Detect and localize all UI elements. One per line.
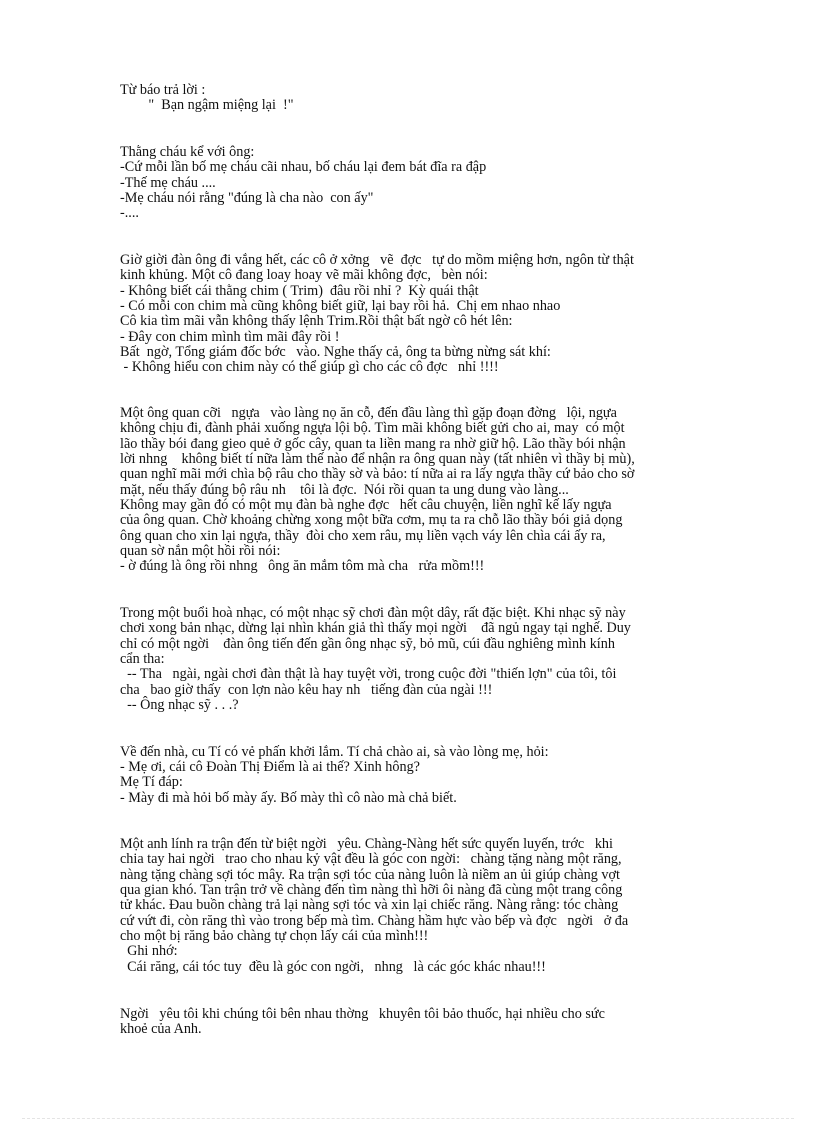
text-line: Về đến nhà, cu Tí có vẻ phấn khởi lắm. Tí chả chào ai, sà vào lòng mẹ, hỏi: bbox=[120, 744, 549, 760]
text-line: - Mày đi mà hỏi bố mày ấy. Bố mày thì cô nào mà chả biết. bbox=[120, 790, 457, 806]
text-line: Giờ giời đàn ông đi vắng hết, các cô ở xởng vẽ đợc tự do mồm miệng hơn, ngôn từ thật bbox=[120, 252, 634, 268]
text-line: Từ báo trả lời : bbox=[120, 82, 206, 98]
text-line: -.... bbox=[120, 205, 139, 221]
text-line: - ờ đúng là ông rồi nhng ông ăn mắm tôm mà cha rửa mồm!!! bbox=[120, 558, 485, 574]
text-line: ông quan cho xin lại ngựa, thầy đòi cho xem râu, mụ liền vạch váy lên chìa cái ấy ra, bbox=[120, 528, 606, 544]
text-line: Ngời yêu tôi khi chúng tôi bên nhau thờng khuyên tôi bảo thuốc, hại nhiều cho sức bbox=[120, 1006, 605, 1022]
text-line: chơi xong bản nhạc, dừng lại nhìn khán giả thì thấy mọi ngời đã ngủ ngay tại nghế. Duy bbox=[120, 620, 631, 636]
text-line: tử khác. Đau buồn chàng trả lại nàng sợi tóc và xin lại chiếc răng. Nàng rằng: tóc chàng bbox=[120, 897, 619, 913]
text-line: lời nhng không biết tí nữa làm thế nào để nhận ra ông quan này (tất nhiên vì thầy bị mù), bbox=[120, 451, 635, 467]
text-line: kinh khủng. Một cô đang loay hoay vẽ mãi không đợc, bèn nói: bbox=[120, 267, 488, 283]
text-line: chia tay hai ngời trao cho nhau kỷ vật đều là góc con ngời: chàng tặng nàng một răng, bbox=[120, 851, 622, 867]
text-line: mặt, nếu thấy đúng bộ râu nh tôi là đợc. Nói rồi quan ta ung dung vào làng... bbox=[120, 482, 569, 498]
text-line: của ông quan. Chờ khoảng chừng xong một bữa cơm, mụ ta ra chỗ lão thầy bói giả dọng bbox=[120, 512, 623, 528]
text-line: Cô kia tìm mãi vẫn không thấy lệnh Trim.Rồi thật bất ngờ cô hét lên: bbox=[120, 313, 513, 329]
text-line: qua gian khó. Tan trận trở về chàng đến tìm nàng thì hỡi ôi nàng đã cùng một trang công bbox=[120, 882, 623, 898]
text-line: khoẻ của Anh. bbox=[120, 1021, 202, 1037]
text-line: -Cứ mỗi lần bố mẹ cháu cãi nhau, bố cháu lại đem bát đĩa ra đập bbox=[120, 159, 487, 175]
text-line: - Đây con chim mình tìm mãi đây rồi ! bbox=[120, 329, 340, 345]
page-bottom-divider bbox=[22, 1118, 794, 1119]
text-line: Bất ngờ, Tổng giám đốc bớc vào. Nghe thấy cả, ông ta bừng nừng sát khí: bbox=[120, 344, 551, 360]
text-line: -Thế mẹ cháu .... bbox=[120, 175, 216, 191]
text-line: Thằng cháu kể với ông: bbox=[120, 144, 255, 160]
text-line: Một anh lính ra trận đến từ biệt ngời yêu. Chàng-Nàng hết sức quyến luyến, trớc khi bbox=[120, 836, 613, 852]
text-line: cha bao giờ thấy con lợn nào kêu hay nh tiếng đàn của ngài !!! bbox=[120, 682, 493, 698]
text-line: Mẹ Tí đáp: bbox=[120, 774, 183, 790]
text-line: - Không hiểu con chim này có thể giúp gì cho các cô đợc nhỉ !!!! bbox=[120, 359, 499, 375]
text-line: -Mẹ cháu nói rằng "đúng là cha nào con ấy" bbox=[120, 190, 374, 206]
text-line: - Mẹ ơi, cái cô Đoàn Thị Điểm là ai thế? Xinh hông? bbox=[120, 759, 420, 775]
text-line: lão thầy bói đang gieo quẻ ở gốc cây, quan ta liền mang ra nhờ giữ hộ. Lão thầy bói nhận bbox=[120, 436, 626, 452]
text-line: chỉ có một ngời đàn ông tiến đến gần ông nhạc sỹ, bỏ mũ, cúi đầu nghiêng mình kính bbox=[120, 636, 615, 652]
text-line: -- Ông nhạc sỹ . . .? bbox=[120, 697, 239, 713]
text-line: Cái răng, cái tóc tuy đều là góc con ngời, nhng là các góc khác nhau!!! bbox=[120, 959, 546, 975]
text-line: -- Tha ngài, ngài chơi đàn thật là hay tuyệt vời, trong cuộc đời "thiến lợn" của tôi, tôi bbox=[120, 666, 617, 682]
text-line: quan sờ nắn một hồi rồi nói: bbox=[120, 543, 281, 559]
text-line: cứ vứt đi, còn răng thì vào trong bếp mà tìm. Chàng hầm hực vào bếp và đợc ngời ở đa bbox=[120, 913, 629, 929]
text-line: Ghi nhớ: bbox=[120, 943, 178, 959]
text-line: " Bạn ngậm miệng lại !" bbox=[120, 97, 294, 113]
text-line: cẩn tha: bbox=[120, 651, 165, 667]
text-line: Một ông quan cỡi ngựa vào làng nọ ăn cỗ, đến đầu làng thì gặp đoạn đờng lội, ngựa bbox=[120, 405, 617, 421]
text-line: không chịu đi, đành phải xuống ngựa lội bộ. Tìm mãi không biết gửi cho ai, may có một bbox=[120, 420, 625, 436]
text-line: - Có mỗi con chim mà cũng không biết giữ, lại bay rồi hả. Chị em nhao nhao bbox=[120, 298, 561, 314]
text-line: cho một bị răng bảo chàng tự chọn lấy cái của mình!!! bbox=[120, 928, 429, 944]
text-line: Không may gần đó có một mụ đàn bà nghe đợc hết câu chuyện, liền nghĩ kế lấy ngựa bbox=[120, 497, 612, 513]
text-line: Trong một buổi hoà nhạc, có một nhạc sỹ chơi đàn một dây, rất đặc biệt. Khi nhạc sỹ này bbox=[120, 605, 626, 621]
text-line: - Không biết cái thằng chim ( Trim) đâu rồi nhỉ ? Kỳ quái thật bbox=[120, 283, 479, 299]
text-line: quan nghĩ mãi mới chìa bộ râu cho thầy sờ và bảo: tí nữa ai ra lấy ngựa thầy cứ bảo cho sờ bbox=[120, 466, 635, 482]
text-line: nàng tặng chàng sợi tóc mây. Ra trận sợi tóc của nàng luôn là niềm an ủi giúp chàng vợt bbox=[120, 867, 620, 883]
